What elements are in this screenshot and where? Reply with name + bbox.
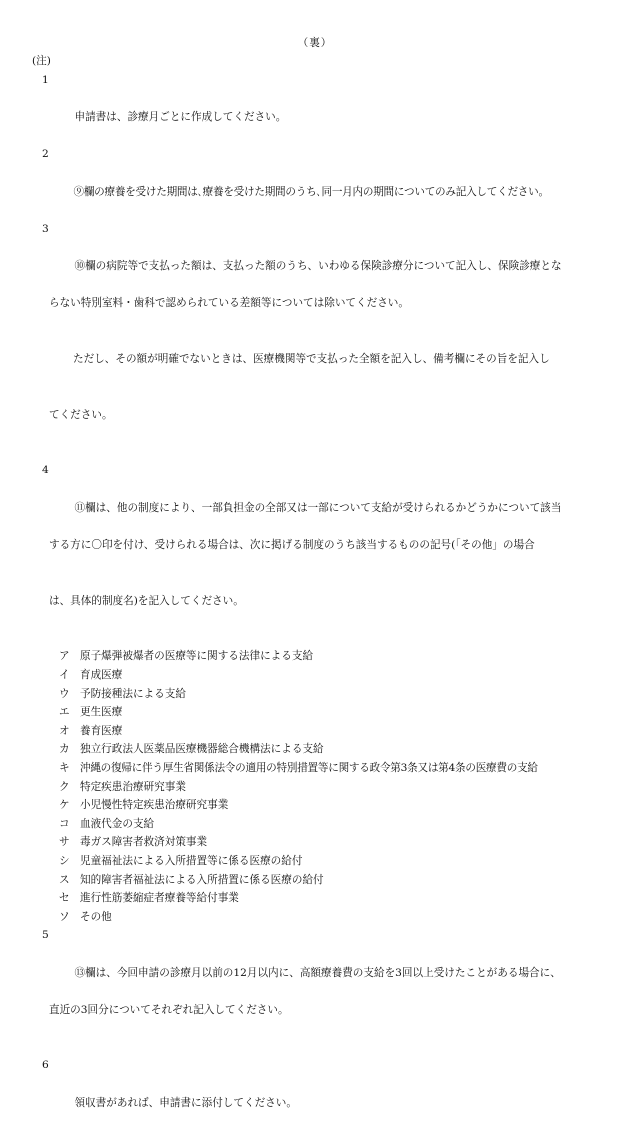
note-4: [0, 461, 630, 647]
system-name: 更生医療: [80, 706, 123, 719]
system-mark: シ: [59, 854, 70, 867]
note-1: [0, 71, 630, 145]
note-text: ⑬欄は、今回申請の診療月以前の12月以内に、高額療養費の支給を3回以上受けたことがある場合に、: [74, 966, 561, 979]
system-item: [0, 778, 630, 797]
note-6: [0, 1056, 630, 1130]
note-text: ⑩欄の病院等で支払った額は、支払った額のうち、いわゆる保険診療分について記入し、保険診療とな: [74, 259, 562, 272]
note-2: [0, 145, 630, 219]
system-item: [0, 852, 630, 871]
system-name: 予防接種法による支給: [80, 687, 186, 700]
note-text: は、具体的制度名)を記入してください。: [49, 594, 244, 607]
note-text: ⑨欄の療養を受けた期間は､療養を受けた期間のうち､同一月内の期間についてのみ記入してください。: [73, 185, 549, 198]
note-number: 3: [42, 222, 49, 235]
system-mark: オ: [59, 724, 70, 737]
system-item: [0, 796, 630, 815]
system-mark: ク: [59, 780, 70, 793]
system-name: 小児慢性特定疾患治療研究事業: [80, 799, 229, 812]
system-name: 原子爆弾被爆者の医療等に関する法律による支給: [80, 650, 314, 663]
note-text: する方に〇印を付け、受けられる場合は、次に掲げる制度のうち該当するものの記号(「その他」の場合: [49, 538, 535, 551]
system-name: その他: [80, 910, 112, 923]
system-item: [0, 740, 630, 759]
system-mark: ア: [59, 650, 70, 663]
system-name: 進行性筋萎縮症者療養等給付事業: [80, 892, 239, 905]
system-item: [0, 647, 630, 666]
system-name: 児童福祉法による入所措置等に係る医療の給付: [80, 854, 303, 867]
system-mark: イ: [59, 669, 70, 681]
system-mark: ス: [59, 873, 70, 886]
system-name: 養育医療: [80, 724, 123, 737]
system-item: [0, 666, 630, 685]
system-name: 育成医療: [80, 669, 123, 681]
system-item: [0, 685, 630, 704]
system-name: 知的障害者福祉法による入所措置に係る医療の給付: [80, 873, 324, 886]
system-item: [0, 759, 630, 778]
note-number: 5: [42, 929, 49, 942]
system-name: 独立行政法人医薬品医療機器総合機構法による支給: [80, 743, 324, 756]
note-text: 領収書があれば、申請書に添付してください。: [74, 1096, 297, 1109]
system-mark: ウ: [59, 687, 70, 700]
note-text: らない特別室料・歯科で認められている差額等については除いてください。: [49, 297, 409, 310]
notes-heading: (注): [32, 55, 51, 67]
note-number: 4: [42, 464, 49, 477]
system-item: [0, 871, 630, 890]
system-mark: カ: [59, 743, 70, 756]
note-5: [0, 926, 630, 1056]
system-mark: キ: [59, 761, 70, 774]
system-item: [0, 815, 630, 834]
system-mark: ケ: [59, 799, 70, 812]
system-mark: エ: [59, 706, 70, 719]
system-item: [0, 908, 630, 927]
page-side-label: （裏）: [297, 37, 333, 49]
note-number: 6: [42, 1059, 49, 1072]
system-name: 毒ガス障害者救済対策事業: [80, 836, 208, 849]
system-item: [0, 833, 630, 852]
notes-list: [0, 71, 630, 1131]
note-proviso: てください。: [49, 408, 113, 421]
system-list: [0, 647, 630, 926]
system-mark: コ: [59, 817, 70, 830]
system-item: [0, 889, 630, 908]
system-item: [0, 703, 630, 722]
system-name: 血液代金の支給: [80, 817, 155, 830]
system-name: 特定疾患治療研究事業: [80, 780, 186, 793]
note-text: ⑪欄は、他の制度により、一部負担金の全部又は一部について支給が受けられるかどうかについて該当: [74, 501, 562, 514]
system-name: 沖縄の復帰に伴う厚生省関係法令の適用の特別措置等に関する政令第3条又は第4条の医療費の支給: [80, 761, 538, 774]
note-3: [0, 220, 630, 462]
system-mark: セ: [59, 892, 70, 905]
note-number: 1: [42, 74, 49, 86]
system-item: [0, 722, 630, 741]
note-number: 2: [42, 148, 49, 161]
system-mark: サ: [59, 836, 70, 849]
note-text: 直近の3回分についてそれぞれ記入してください。: [49, 1003, 289, 1016]
note-text: 申請書は、診療月ごとに作成してください。: [74, 111, 287, 124]
note-proviso: ただし、その額が明確でないときは、医療機関等で支払った全額を記入し、備考欄にその旨を記入し: [73, 352, 550, 365]
system-mark: ソ: [59, 910, 70, 923]
